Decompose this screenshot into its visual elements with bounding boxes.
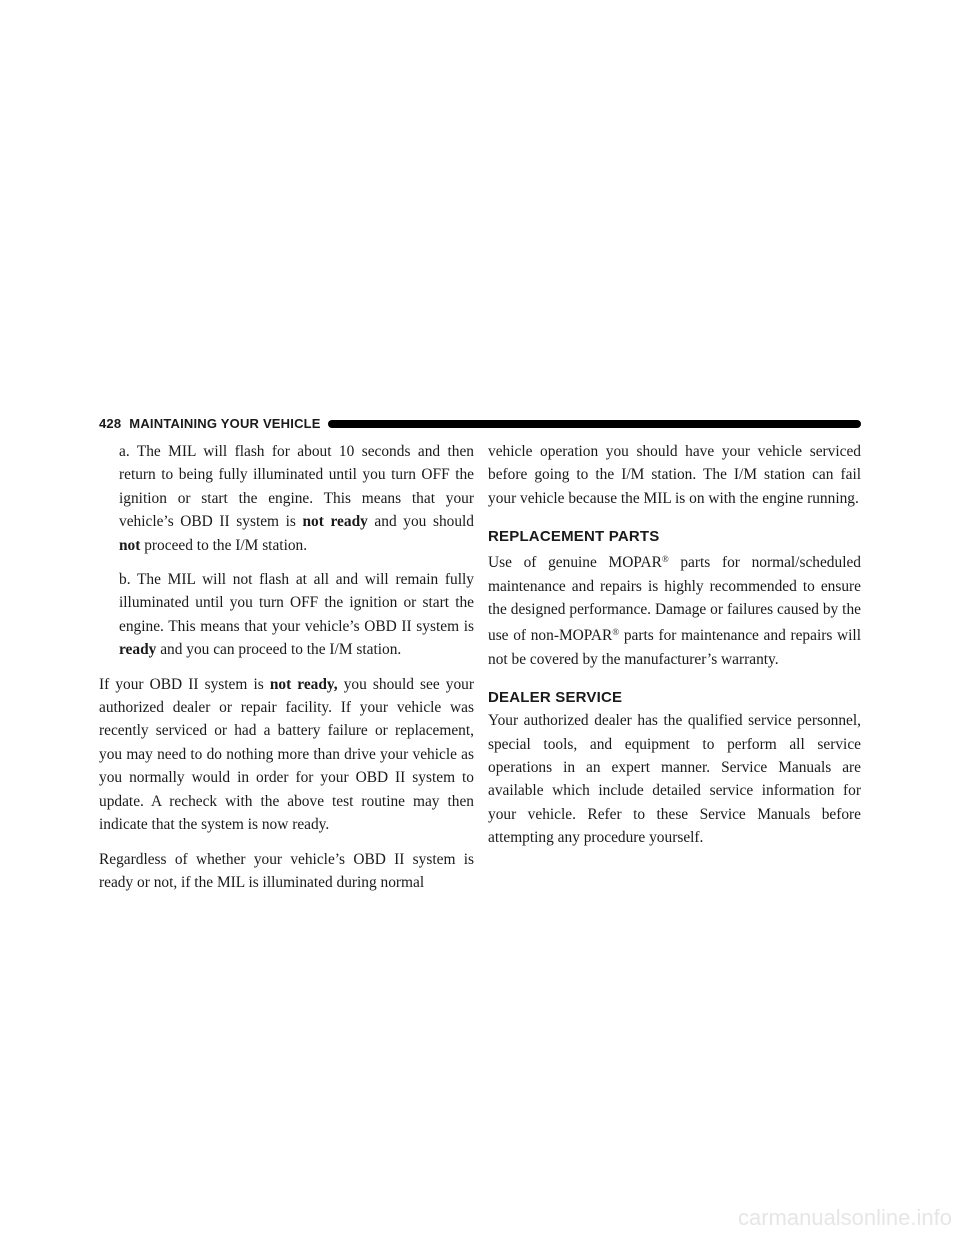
item-b: b. The MIL will not flash at all and will remain fully illuminated until you turn OFF the ignition or start the engine. This means that your vehicle’s OBD II system is ready and you can proceed to the I/M station.	[119, 571, 474, 659]
page-number: 428	[99, 416, 122, 431]
registered-mark: ®	[661, 554, 669, 565]
section-title: MAINTAINING YOUR VEHICLE	[129, 416, 321, 431]
heading-dealer-service: DEALER SERVICE	[488, 689, 623, 707]
item-a: a. The MIL will flash for about 10 seconds and then return to being fully illuminated until you turn OFF the ignition or start the engine. This means that your vehicle’s OBD II system is not ready and you should not proceed to the I/M station.	[119, 443, 475, 554]
heading-replacement-parts: REPLACEMENT PARTS	[488, 528, 660, 546]
registered-mark: ®	[612, 627, 620, 638]
paragraph-regardless: Regardless of whether your vehicle’s OBD II system is ready or not, if the MIL is illuminated during normal	[99, 850, 474, 891]
watermark: carmanualsonline.info	[737, 1205, 952, 1230]
paragraph-dealer-service: Your authorized dealer has the qualified service personnel, special tools, and equipment to perform all service operations in an expert manner. Service Manuals are available which include detailed service information for your vehicle. Refer to these Service Manuals before attempting any procedure yourself.	[488, 712, 861, 847]
page-header	[99, 415, 861, 433]
header-rule	[328, 420, 861, 428]
paragraph-replacement-parts: Use of genuine MOPAR® parts for normal/scheduled maintenance and repairs is highly recommended to ensure the designed performance. Damage or failures caused by the use of non-MOPAR® parts for maintenance and repairs will not be covered by the manufacturer’s warranty.	[488, 554, 861, 668]
right-column	[488, 440, 861, 861]
paragraph-not-ready: If your OBD II system is not ready, you should see your authorized dealer or repair facility. If your vehicle was recently serviced or had a battery failure or replacement, you may need to do nothing more than drive your vehicle as you normally would in order for your OBD II system to update. A recheck with the above test routine may then indicate that the system is now ready.	[99, 675, 475, 834]
left-column	[99, 440, 474, 905]
paragraph-continued: vehicle operation you should have your vehicle serviced before going to the I/M station. The I/M station can fail your vehicle because the MIL is on with the engine running.	[488, 443, 861, 507]
